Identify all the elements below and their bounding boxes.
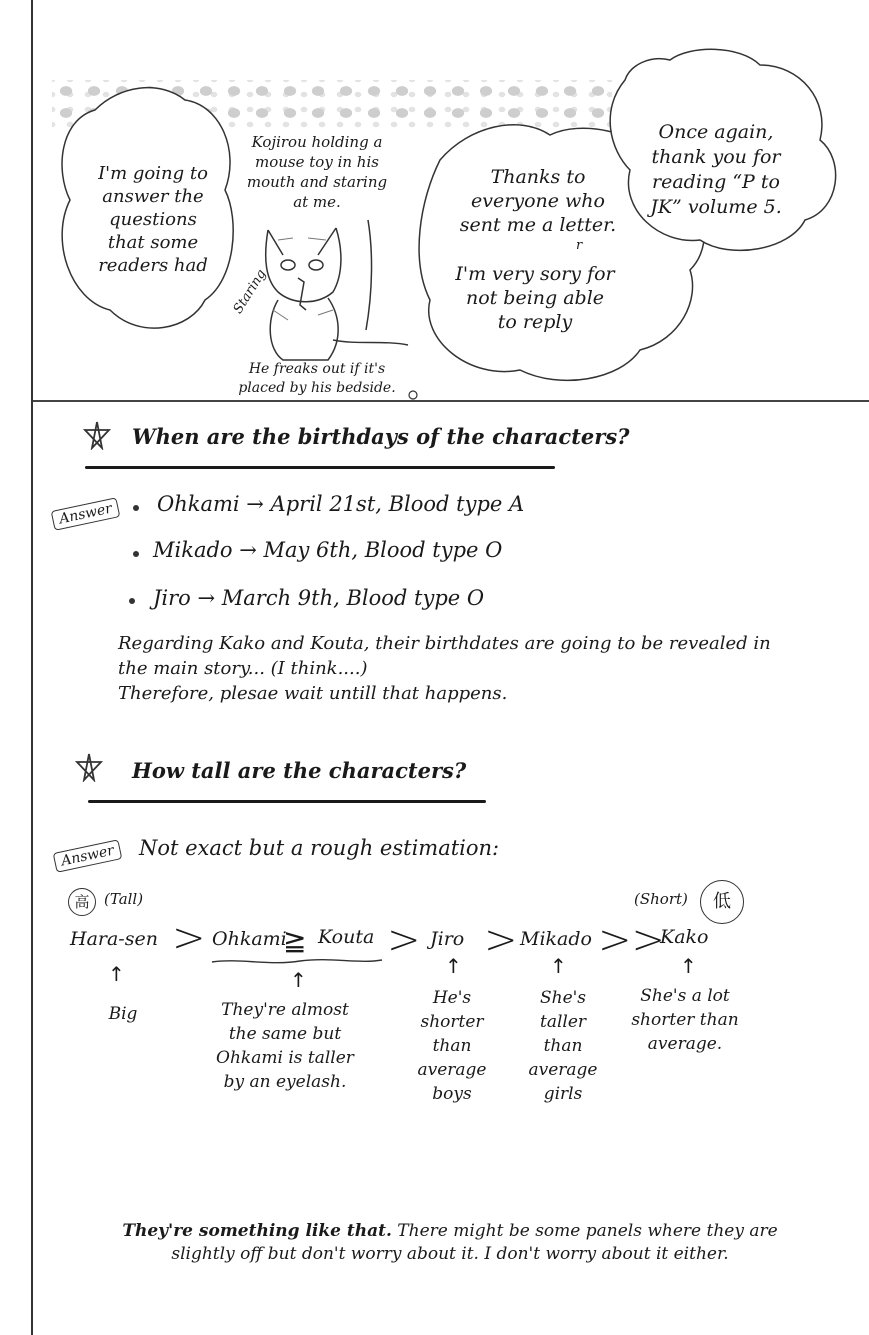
- greater-than: >: [484, 917, 518, 963]
- closing-text: [110, 1220, 790, 1266]
- name-ohkami: Ohkami: [212, 928, 287, 950]
- cat-note: He freaks out if it's placed by his bedside.: [238, 361, 396, 396]
- name-hara-sen: Hara-sen: [70, 928, 158, 950]
- tall-stamp: 高: [68, 888, 96, 916]
- name-kouta: Kouta: [318, 926, 375, 948]
- closing-bold: They're something like that.: [122, 1221, 392, 1241]
- birthday-note-line: Therefore, plesae wait untill that happens.: [118, 683, 508, 704]
- section-divider: [33, 400, 869, 402]
- bubble-left-text: I'm going to answer the questions that some readers had: [98, 163, 208, 276]
- greater-equal: ≧: [283, 924, 307, 957]
- bubble-thanks-text: Thanks to everyone who sent me a letter.: [459, 166, 617, 236]
- bubble-again-text: Once again, thank you for reading “P to JK” volume 5.: [650, 121, 782, 218]
- desc-jiro: He's shorter than average boys: [417, 988, 487, 1104]
- birthday-item: Mikado → May 6th, Blood type O: [153, 538, 503, 562]
- much-greater-than: >>: [598, 917, 666, 963]
- greater-than: >: [172, 915, 206, 961]
- height-intro: Not exact but a rough estimation:: [139, 836, 500, 860]
- answer-tag: Answer: [53, 839, 123, 873]
- star-icon: [82, 420, 112, 450]
- desc-ohkami-kouta: They're almost the same but Ohkami is taller by an eyelash.: [216, 1000, 354, 1092]
- bullet: [133, 551, 139, 557]
- name-jiro: Jiro: [430, 928, 465, 950]
- name-kako: Kako: [660, 926, 709, 948]
- cat-illustration: [248, 210, 418, 370]
- arrow-up-icon: ↑: [108, 962, 125, 986]
- arrow-up-icon: ↑: [550, 954, 567, 978]
- short-stamp: 低: [700, 880, 744, 924]
- short-label: (Short): [634, 890, 688, 908]
- cat-caption: Kojirou holding a mouse toy in his mouth and staring at me.: [246, 133, 388, 211]
- arrow-up-icon: ↑: [680, 954, 697, 978]
- closing-rest: There might be some panels where they are slightly off but don't worry about it. I don't worry about it either.: [171, 1221, 778, 1264]
- staring-label: Staring: [230, 267, 270, 317]
- arrow-up-icon: ↑: [445, 954, 462, 978]
- height-underline: [88, 800, 486, 803]
- arrow-up-icon: ↑: [290, 968, 307, 992]
- desc-hara-sen: Big: [108, 1004, 138, 1024]
- birthday-heading: When are the birthdays of the characters?: [132, 424, 630, 449]
- birthday-underline: [85, 466, 555, 469]
- greater-than: >: [387, 917, 421, 963]
- bullet: [133, 505, 139, 511]
- tall-label: (Tall): [104, 890, 144, 908]
- sorry-correction: r: [576, 238, 583, 253]
- wavy-underline: [210, 954, 385, 968]
- desc-mikado: She's taller than average girls: [528, 988, 598, 1104]
- birthday-note-line: Regarding Kako and Kouta, their birthdates are going to be revealed in: [118, 633, 771, 654]
- answer-tag: Answer: [51, 497, 121, 531]
- birthday-item: Ohkami → April 21st, Blood type A: [157, 492, 525, 516]
- birthday-item: Jiro → March 9th, Blood type O: [153, 586, 485, 610]
- birthday-note-line: the main story... (I think....): [118, 658, 368, 679]
- star-icon: [74, 752, 104, 782]
- bubble-sorry-text: I'm very sory for not being able to reply: [455, 263, 615, 333]
- name-mikado: Mikado: [520, 928, 592, 950]
- height-heading: How tall are the characters?: [132, 758, 467, 783]
- desc-kako: She's a lot shorter than average.: [631, 986, 739, 1054]
- bullet: [129, 598, 135, 604]
